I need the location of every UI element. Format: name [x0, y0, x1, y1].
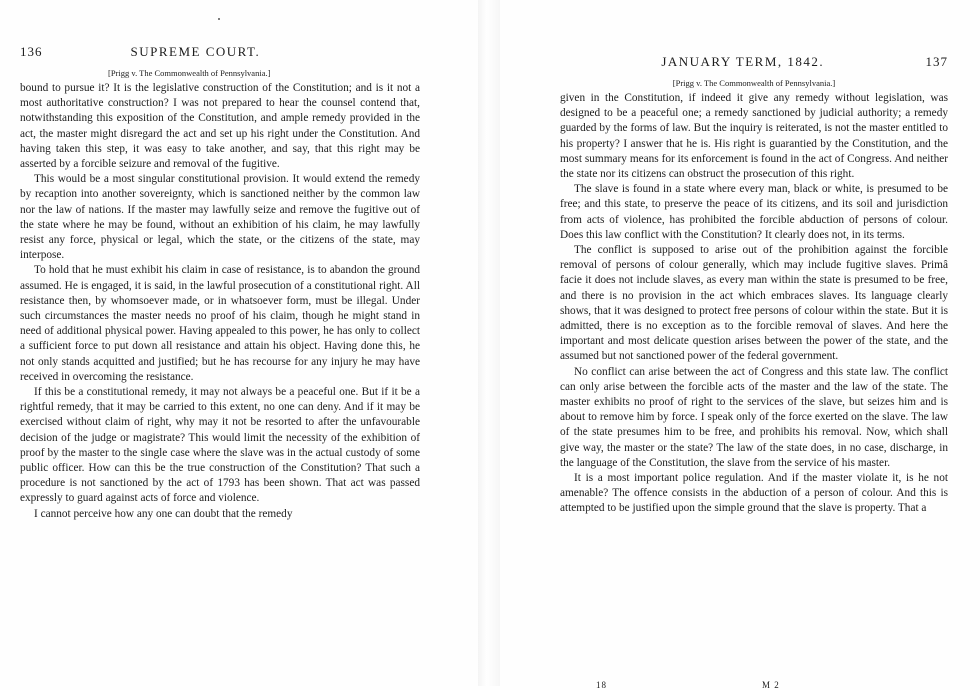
left-case-reference: [Prigg v. The Commonwealth of Pennsylvania.]: [108, 68, 271, 78]
right-body: [560, 91, 948, 517]
paragraph: It is a most important police regulation. And if the master violate it, is he not amenable? The offence consists in the abduction of a person of colour. And this is attempted to be justified upon the simple ground that the slave is property. That a: [560, 472, 948, 515]
paragraph: bound to pursue it? It is the legislative construction of the Constitution; and is it not a most authoritative construction? I was not prepared to hear the counsel contend that, notwithstanding this exposition of the Constitution, and ample remedy provided in the act, the master might disregard the act and set up his right under the Constitution. And having taken this step, it was easy to take another, and say, that this right may be asserted by a forcible seizure and removal of the fugitive.: [20, 82, 420, 171]
paragraph: The slave is found in a state where every man, black or white, is presumed to be free; and this state, to preserve the peace of its citizens, and its soil and jurisdiction from acts of violence, has prohibited the forcible abduction of persons of colour. Does this law conflict with the Constitution? It clearly does not, in its terms.: [560, 183, 948, 241]
right-page: [500, 0, 980, 690]
paragraph: given in the Constitution, if indeed it give any remedy without legislation, was designed to be a peaceful one; a remedy sanctioned by judicial authority; a remedy guarded by the forms of law. But the inquiry is reiterated, is not the master entitled to his property? I answer that he is. His right is guarantied by the Constitution, and the most summary means for its enforcement is found in the act of Congress. And neither the state nor its citizens can obstruct the prosecution of this right.: [560, 92, 948, 181]
right-case-reference: [Prigg v. The Commonwealth of Pennsylvania.]: [672, 78, 836, 88]
book-gutter: [478, 0, 500, 686]
left-body: [20, 81, 420, 522]
right-page-number: 137: [925, 54, 948, 69]
left-running-head: SUPREME COURT.: [130, 44, 261, 59]
left-header: [20, 44, 420, 60]
left-page: [0, 0, 478, 686]
paragraph: No conflict can arise between the act of Congress and this state law. The conflict can only arise between the forcible acts of the master and the law of the state. The master exhibits no proof of right to the services of the slave, but seizes him and is about to remove him by force. I speak only of the force exerted on the slave. The law of the state presumes him to be free, and prohibits his removal. Now, which shall give way, the master or the state? The law of the state does, in no case, discharge, in the language of the Constitution, the slave from the service of his master.: [560, 365, 948, 469]
signature-mark: M 2: [762, 680, 780, 690]
paragraph: The conflict is supposed to arise out of the prohibition against the forcible removal of persons of colour generally, which may include fugitive slaves. Primâ facie it does not include slaves, as every man within the state is presumed to be free, and there is no provision in the act which embraces slaves. Its language clearly shows, that it was designed to protect free persons of colour within the state. But it is admitted, there is no exception as to the forcible removal of slaves. And here the important and most delicate question arises between the power of the state, and the assumed but not sanctioned power of the federal government.: [560, 244, 948, 363]
signature-mark: 18: [596, 680, 607, 690]
right-running-head: JANUARY TERM, 1842.: [661, 54, 825, 69]
paragraph: To hold that he must exhibit his claim in case of resistance, is to abandon the ground assumed. He is engaged, it is said, in the lawful prosecution of a constitutional right. All resistance then, by whomsoever made, or in whatsoever form, must be illegal. Under such circumstances the master needs no proof of his claim, though he might stand in need of additional physical power. Having appealed to this power, he has only to collect a sufficient force to put down all resistance and attain his object. Having done this, he not only stands acquitted and justified; but he has recourse for any injury he may have received in overcoming the resistance.: [20, 264, 420, 383]
right-header: [560, 54, 948, 70]
paragraph: If this be a constitutional remedy, it may not always be a peaceful one. But if it be a rightful remedy, that it may be carried to this extent, no one can deny. And if it may be exercised without claim of right, why may it not be resorted to after the unfavourable decision of the judge or magistrate? This would limit the necessity of the exhibition of proof by the master to the single case where the slave was in the actual custody of some public officer. How can this be the true construction of the Constitution? That such a procedure is not sanctioned by the act of 1793 has been shown. That act was passed expressly to guard against acts of force and violence.: [20, 386, 420, 505]
left-page-number: 136: [20, 44, 43, 59]
paragraph: This would be a most singular constitutional provision. It would extend the remedy by recaption into another sovereignty, which is sanctioned neither by the common law nor the law of nations. If the master may lawfully seize and remove the fugitive out of the state where he may be found, without an exhibition of his claim, he may lawfully resist any force, physical or legal, which the state, or the citizens of the state, may interpose.: [20, 173, 420, 262]
paragraph: I cannot perceive how any one can doubt that the remedy: [34, 507, 293, 520]
